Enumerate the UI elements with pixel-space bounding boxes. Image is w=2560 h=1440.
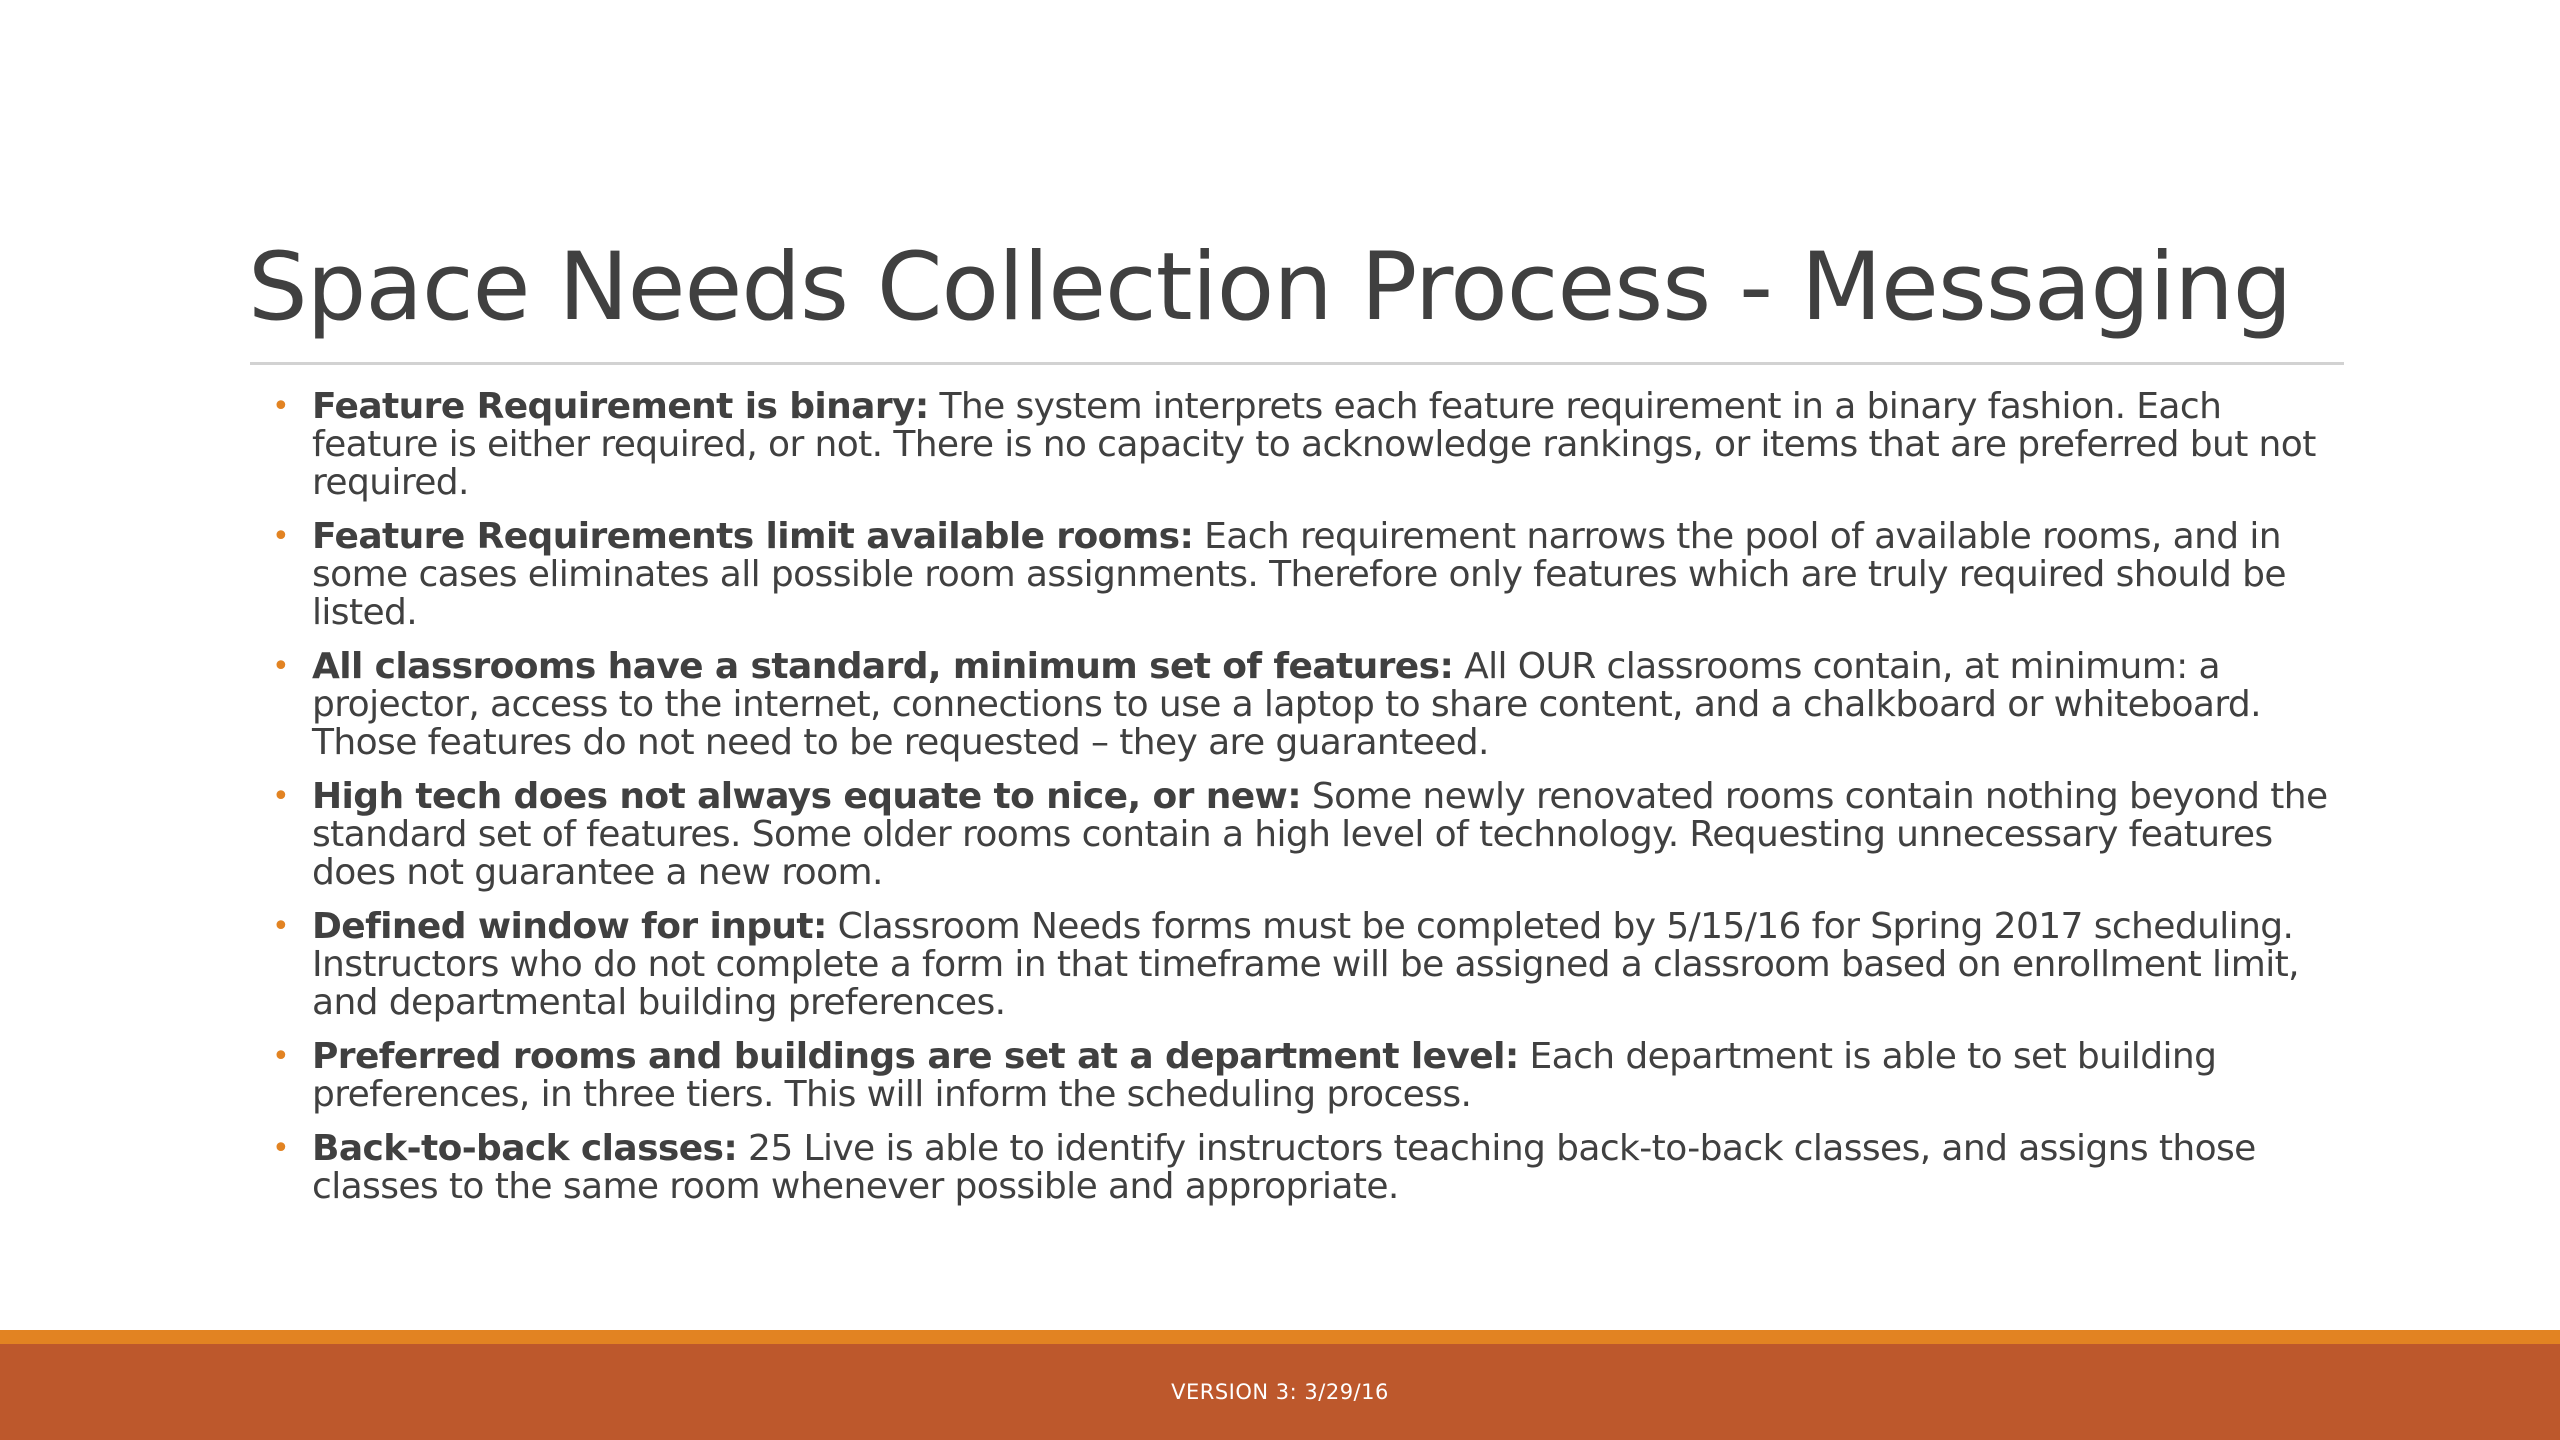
bullet-list	[270, 388, 2350, 1222]
bullet-lead: Feature Requirement is binary:	[312, 386, 929, 427]
bullet-text: Classroom Needs forms must be completed by 5/15/16 for Spring 2017 scheduling. Instructors who do not complete a form in that timeframe will be assigned a classroom based on enrollment limit, and departmental building preferences.	[312, 906, 2300, 1023]
bullet-dot-icon: •	[272, 779, 290, 814]
bullet-lead: Feature Requirements limit available rooms:	[312, 516, 1194, 557]
bullet-dot-icon: •	[272, 909, 290, 944]
bullet-item	[270, 908, 2350, 1022]
bullet-dot-icon: •	[272, 1039, 290, 1074]
bullet-item	[270, 518, 2350, 632]
bullet-text: Each requirement narrows the pool of available rooms, and in some cases eliminates all possible room assignments. Therefore only features which are truly required should be listed.	[312, 516, 2286, 633]
bullet-item	[270, 1038, 2350, 1114]
bullet-text: Some newly renovated rooms contain nothing beyond the standard set of features. Some older rooms contain a high level of technology. Requesting unnecessary features does not guarantee a new room.	[312, 776, 2328, 893]
slide-title: Space Needs Collection Process - Messaging	[248, 233, 2292, 342]
bullet-text: 25 Live is able to identify instructors teaching back-to-back classes, and assigns those classes to the same room whenever possible and appropriate.	[312, 1128, 2256, 1207]
bullet-dot-icon: •	[272, 649, 290, 684]
bullet-lead: Back-to-back classes:	[312, 1128, 738, 1169]
bullet-text: Each department is able to set building preferences, in three tiers. This will inform the scheduling process.	[312, 1036, 2217, 1115]
footer-version-text: VERSION 3: 3/29/16	[1171, 1380, 1389, 1404]
bullet-lead: High tech does not always equate to nice, or new:	[312, 776, 1302, 817]
bullet-text: All OUR classrooms contain, at minimum: a projector, access to the internet, connections to use a laptop to share content, and a chalkboard or whiteboard. Those features do not need to be requested – they are guaranteed.	[312, 646, 2262, 763]
bullet-lead: Preferred rooms and buildings are set at a department level:	[312, 1036, 1519, 1077]
bullet-item	[270, 1130, 2350, 1206]
bullet-dot-icon: •	[272, 519, 290, 554]
bullet-dot-icon: •	[272, 389, 290, 424]
bullet-item	[270, 388, 2350, 502]
bullet-dot-icon: •	[272, 1131, 290, 1166]
bullet-lead: All classrooms have a standard, minimum set of features:	[312, 646, 1454, 687]
bullet-lead: Defined window for input:	[312, 906, 827, 947]
footer-accent-stripe	[0, 1330, 2560, 1344]
bullet-item	[270, 648, 2350, 762]
title-divider	[250, 362, 2344, 365]
bullet-text: The system interprets each feature requirement in a binary fashion. Each feature is either required, or not. There is no capacity to acknowledge rankings, or items that are preferred but not required.	[312, 386, 2316, 503]
bullet-item	[270, 778, 2350, 892]
